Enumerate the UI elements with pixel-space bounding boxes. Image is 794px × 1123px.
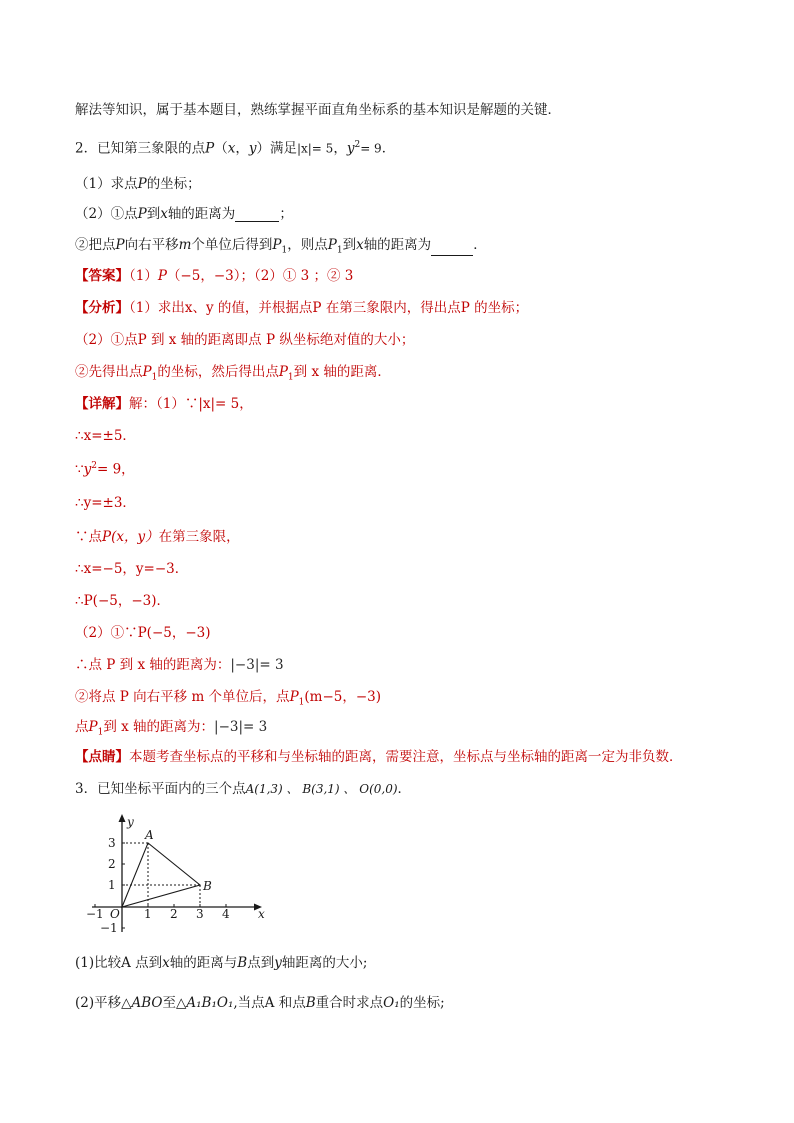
detail-line1-b: ∵|x|= 5，: [184, 396, 253, 412]
analysis-tag: 【分析】: [75, 300, 129, 316]
comment-tag: 【点睛】: [75, 749, 129, 765]
q2-part3-c: 个单位后得到: [191, 237, 273, 253]
q3-part1-x: x: [162, 955, 170, 971]
q2-part3-a: ②把点: [75, 237, 116, 253]
q2-part3: [75, 239, 487, 256]
coordinate-figure: [82, 812, 265, 935]
q3-part2-tri1: △ABO: [121, 995, 163, 1011]
q2-part2-b: 到: [146, 206, 161, 222]
q2-part3-m: m: [178, 237, 192, 253]
y-tick-label-2: 2: [108, 857, 116, 871]
analysis-line-1: [75, 302, 528, 316]
axis-x-label: x: [258, 907, 265, 921]
q2-stem-c: ，: [235, 140, 249, 157]
q3-part2-B: B: [305, 995, 316, 1011]
detail-line11-a: 点: [75, 719, 89, 735]
analysis-line3-p2: P: [278, 364, 288, 380]
q2-part3-d: ，则点: [287, 237, 328, 253]
x-tick-label-4: 4: [222, 907, 230, 921]
detail-line5-c: 在第三象限，: [158, 529, 240, 545]
analysis-line3-c: 到 x 轴的距离．: [293, 364, 391, 380]
q2-stem-b: （: [214, 140, 228, 157]
answer-line: [75, 270, 353, 284]
detail-line10-p: P: [289, 689, 299, 705]
answer-p: P: [157, 268, 167, 284]
q2-part1: [75, 178, 201, 192]
q3-stem-a: 3．已知坐标平面内的三个点: [75, 781, 246, 797]
detail-line-9: [75, 659, 284, 673]
analysis-line1: （1）求出x、y 的值，并根据点P 在第三象限内，得出点P 的坐标；: [129, 300, 529, 316]
answer-text-a: （1）: [129, 268, 158, 284]
q2-cond2-y: y: [346, 140, 355, 157]
detail-line10-b: (m−5，−3): [304, 689, 382, 705]
q2-part3-p1: P: [272, 237, 282, 253]
q3-part2-o: O₁: [383, 995, 400, 1011]
q2-part3-g: ．: [473, 237, 487, 253]
q2-part3-f: 轴的距离为: [363, 237, 432, 253]
q2-cond2-rest: = 9: [360, 141, 382, 156]
q2-stem-p: P: [205, 140, 215, 157]
detail-line3-y: y: [83, 461, 92, 478]
y-axis-arrow: [119, 814, 126, 822]
comment-text: 本题考查坐标点的平移和与坐标轴的距离，需要注意，坐标点与坐标轴的距离一定为非负数．: [129, 749, 683, 765]
q2-stem-a: 2．已知第三象限的点: [75, 140, 206, 157]
q2-part2-x: x: [160, 206, 168, 222]
q3-part2: [75, 997, 445, 1011]
point-b-label: B: [203, 879, 212, 893]
q2-blank-1: [235, 209, 279, 222]
q3-part2-e: 的坐标;: [399, 995, 445, 1011]
detail-line-11: [75, 721, 267, 738]
q2-stem-y: y: [248, 140, 257, 157]
analysis-line3-b: 的坐标，然后得出点: [157, 364, 279, 380]
triangle-abo: [122, 843, 200, 907]
q2-part2-a: （2）①点: [75, 206, 138, 222]
q2-part3-p1b: P: [327, 237, 337, 253]
detail-line-2: ∴x=±5．: [75, 428, 136, 444]
detail-line11-c: |−3|= 3: [214, 719, 268, 735]
q2-stem: [75, 141, 395, 156]
q2-part2: [75, 208, 293, 222]
analysis-line3-a: ②先得出点: [75, 364, 143, 380]
q2-sep: ，: [333, 140, 347, 157]
detail-line5-a: ∵点: [75, 529, 102, 545]
q3-part2-b: 至: [162, 995, 176, 1011]
q2-part2-c: 轴的距离为: [167, 206, 236, 222]
detail-line-8: [75, 627, 211, 641]
q3-part2-c: ,当点A 和点: [233, 995, 306, 1011]
q2-stem-d: ）满足: [256, 140, 297, 157]
analysis-line3-sub: 1: [151, 372, 158, 383]
x-tick-label-2: 2: [170, 907, 178, 921]
y-tick-label-neg1: −1: [100, 921, 118, 935]
q3-part1-y: y: [274, 955, 282, 971]
detail-line8-b: ①∵P(−5，−3): [110, 625, 211, 641]
y-tick-label-1: 1: [108, 878, 116, 892]
q2-part2-p: P: [137, 206, 147, 222]
q2-stem-end: ．: [381, 140, 396, 157]
detail-line10-sub: 1: [298, 697, 305, 708]
q2-part2-d: ；: [279, 206, 293, 222]
q2-cond2-sup: 2: [354, 140, 361, 150]
q2-part3-b: 向右平移: [124, 237, 179, 253]
q3-part1-d: 轴距离的大小;: [281, 955, 368, 971]
detail-line3-b: = 9，: [96, 461, 135, 478]
detail-line-6: ∴x=−5，y=−3．: [75, 561, 189, 577]
detail-line-7: ∴P(−5，−3)．: [75, 593, 171, 609]
point-a-label: A: [145, 828, 154, 842]
analysis-line3-sub2: 1: [287, 372, 294, 383]
detail-line11-sub: 1: [97, 727, 104, 738]
q2-part3-p1bsub: 1: [336, 245, 343, 256]
detail-line9-a: ∴点 P 到 x 轴的距离为：: [75, 657, 231, 673]
analysis-line3-p: P: [142, 364, 152, 380]
detail-line8-a: （2）: [75, 625, 111, 641]
x-tick-label-3: 3: [196, 907, 204, 921]
detail-line-1: [75, 398, 253, 412]
q3-stem-end: ．: [397, 781, 412, 797]
q2-part3-e: 到: [342, 237, 357, 253]
detail-line9-b: |−3|= 3: [230, 657, 284, 673]
q2-cond1: |x|= 5: [296, 141, 334, 156]
q3-part2-a: (2)平移: [75, 995, 122, 1011]
origin-label: O: [110, 907, 120, 921]
detail-line1-a: 解：（1）: [129, 396, 185, 412]
q2-part1-b: 的坐标；: [146, 176, 201, 192]
detail-line11-b: 到 x 轴的距离为：: [103, 719, 215, 735]
q2-stem-x: x: [227, 140, 236, 157]
detail-line-4: ∴y=±3．: [75, 495, 136, 511]
q2-blank-2: [431, 243, 473, 256]
detail-tag: 【详解】: [75, 396, 129, 412]
analysis-line-3: [75, 366, 391, 383]
axis-y-label: y: [127, 815, 134, 829]
q3-stem: [75, 783, 411, 797]
y-tick-label-3: 3: [108, 836, 116, 850]
detail-line11-p: P: [88, 719, 98, 735]
analysis-line-2: （2）①点P 到 x 轴的距离即点 P 纵坐标绝对值的大小；: [75, 332, 415, 348]
q3-part1-B: B: [237, 955, 248, 971]
detail-line10-a: ②将点 P 向右平移 m 个单位后，点: [75, 689, 290, 705]
q2-part3-p: P: [115, 237, 125, 253]
comment-line: [75, 751, 683, 765]
detail-line-5: [75, 531, 240, 545]
top-line: 解法等知识，属于基本题目，熟练掌握平面直角坐标系的基本知识是解题的关键．: [75, 102, 561, 118]
q2-part1-p: P: [137, 176, 147, 192]
detail-line-3: [75, 462, 135, 477]
q3-part2-tri2: △A₁B₁O₁: [176, 995, 234, 1011]
q3-part1: [75, 957, 367, 971]
detail-line3-sup: 2: [91, 461, 97, 471]
q2-part1-a: （1）求点: [75, 176, 138, 192]
detail-line3-a: ∵: [75, 461, 84, 478]
x-tick-label-1: 1: [144, 907, 152, 921]
q3-part2-d: 重合时求点: [315, 995, 384, 1011]
detail-line5-b: P(x，y）: [102, 529, 159, 545]
q2-part3-x: x: [356, 237, 364, 253]
q3-stem-pts: A(1,3) 、 B(3,1) 、 O(0,0): [245, 782, 398, 796]
answer-text-b: （−5，−3）；（2）① 3 ；② 3: [166, 268, 354, 284]
q3-part1-a: (1)比较A 点到: [75, 955, 163, 971]
q2-part3-p1sub: 1: [281, 245, 288, 256]
x-tick-label-neg1: −1: [86, 907, 104, 921]
detail-line-10: [75, 691, 381, 708]
q3-part1-c: 点到: [247, 955, 275, 971]
answer-tag: 【答案】: [75, 268, 129, 284]
q3-part1-b: 轴的距离与: [169, 955, 238, 971]
